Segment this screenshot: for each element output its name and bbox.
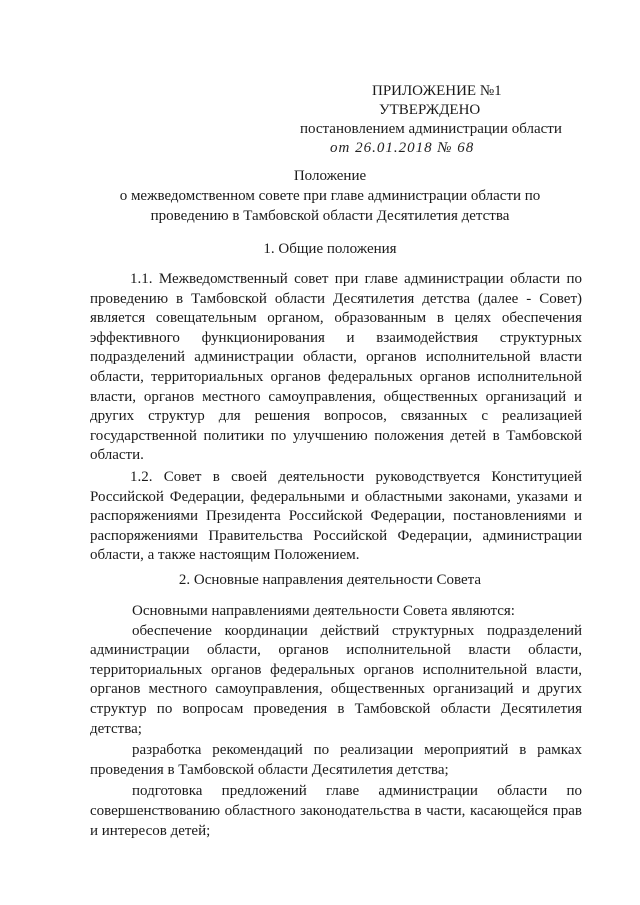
handwritten-date-number: от 26.01.2018 № 68 bbox=[330, 140, 475, 156]
list-item: разработка рекомендаций по реализации мероприятий в рамках проведения в Тамбовской области Десятилетия детства; bbox=[90, 742, 582, 778]
paragraph-1-1: 1.1. Межведомственный совет при главе администрации области по проведению в Тамбовской области Десятилетия детства (далее - Совет) является совещательным органом, образованным в целях обеспечения эффективного функционирования и взаимодействия структурных подразделений администрации области, органов исполнительной власти области, территориальных органов федеральных органов исполнительной власти, органов местного самоуправления, общественных организаций и других структур для решения вопросов, связанных с реализацией государственной политики по улучшению положения детей в Тамбовской области. bbox=[90, 271, 582, 464]
title-line-2: о межведомственном совете при главе администрации области по bbox=[119, 188, 541, 204]
title-line-3: проведению в Тамбовской области Десятилетия детства bbox=[150, 208, 510, 224]
title-line-1: Положение bbox=[293, 168, 367, 184]
document-title bbox=[90, 166, 570, 226]
resolution-label: постановлением администрации области bbox=[300, 121, 562, 137]
section-1-body bbox=[90, 270, 582, 566]
section-2-intro: Основными направлениями деятельности Совета являются: bbox=[132, 603, 515, 619]
paragraph-1-2: 1.2. Совет в своей деятельности руководствуется Конституцией Российской Федерации, федеральными и областными законами, указами и распоряжениями Президента Российской Федерации, постановлениями и распоряжениями Правительства Российской Федерации, администрации области, а также настоящим Положением. bbox=[90, 468, 582, 564]
list-item: подготовка предложений главе администрации области по совершенствованию областного законодательства в части, касающейся прав и интересов детей; bbox=[90, 783, 582, 839]
appendix-label: ПРИЛОЖЕНИЕ №1 bbox=[372, 83, 502, 99]
section-1-heading: 1. Общие положения bbox=[263, 241, 397, 257]
section-2-heading: 2. Основные направления деятельности Совета bbox=[178, 572, 482, 588]
section-2-body bbox=[90, 602, 582, 841]
list-item: обеспечение координации действий структурных подразделений администрации области, органов исполнительной власти области, территориальных органов федеральных органов исполнительной власти, органов местного самоуправления, общественных организаций и других структур по вопросам проведения в Тамбовской области Десятилетия детства; bbox=[90, 622, 582, 737]
approval-header bbox=[300, 82, 570, 158]
approved-label: УТВЕРЖДЕНО bbox=[379, 102, 481, 118]
